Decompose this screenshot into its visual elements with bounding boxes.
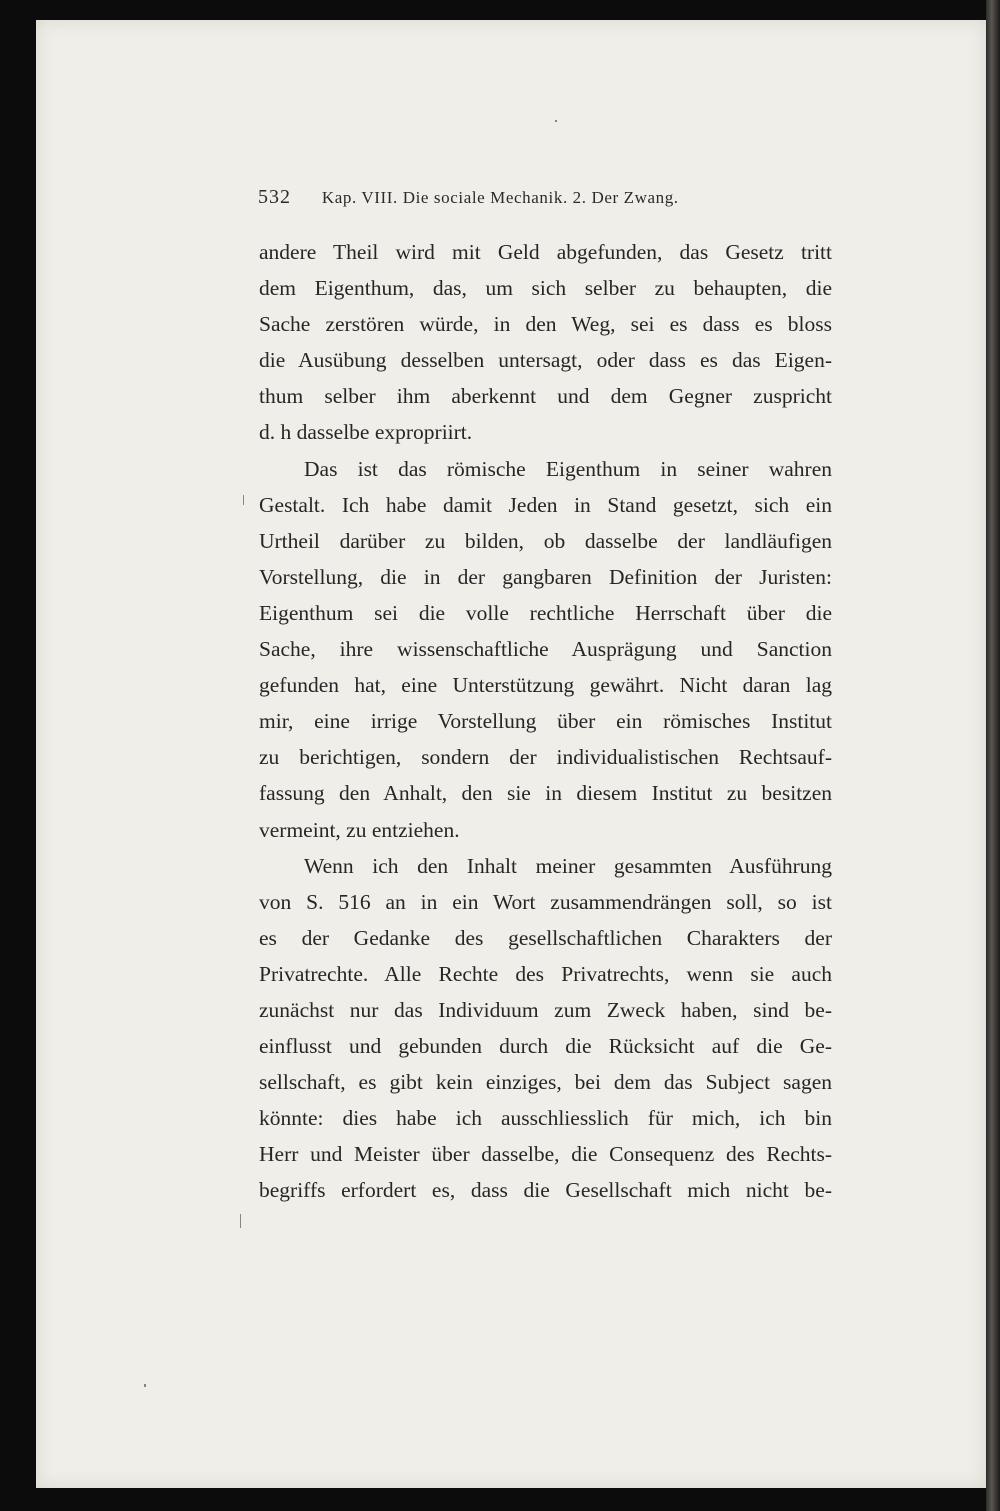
text-line: fassung den Anhalt, den sie in diesem Institut zu besitzen [259, 781, 832, 806]
text-line: Gestalt. Ich habe damit Jeden in Stand gesetzt, sich ein [259, 492, 832, 517]
running-title: Kap. VIII. Die sociale Mechanik. 2. Der Zwang. [321, 188, 679, 207]
text-line: Vorstellung, die in der gangbaren Definition der Juristen: [259, 564, 832, 589]
paragraph-2 [259, 451, 832, 848]
text-line: es der Gedanke des gesellschaftlichen Charakters der [259, 925, 832, 950]
scan-speck [240, 1214, 241, 1228]
text-line: Privatrechte. Alle Rechte des Privatrechts, wenn sie auch [259, 961, 832, 986]
scan-speck [144, 1384, 146, 1387]
text-line: gefunden hat, eine Unterstützung gewährt. Nicht daran lag [259, 673, 832, 698]
page-number: 532 [258, 186, 291, 208]
text-line: Sache, ihre wissenschaftliche Ausprägung und Sanction [259, 637, 832, 662]
text-line: begriffs erfordert es, dass die Gesellschaft mich nicht be- [259, 1178, 832, 1203]
scan-edge [986, 0, 1000, 1511]
scan-speck [555, 120, 557, 122]
text-line: dem Eigenthum, das, um sich selber zu behaupten, die [259, 276, 832, 301]
running-header [258, 186, 758, 209]
paragraph-3 [259, 848, 832, 1209]
text-line: Das ist das römische Eigenthum in seiner wahren [304, 456, 832, 481]
text-line: vermeint, zu entziehen. [259, 817, 460, 842]
text-line: Sache zerstören würde, in den Weg, sei es dass es bloss [259, 312, 832, 337]
paragraph-1 [259, 234, 832, 451]
text-line: sellschaft, es gibt kein einziges, bei dem das Subject sagen [259, 1070, 832, 1095]
text-line: Wenn ich den Inhalt meiner gesammten Ausführung [304, 853, 832, 878]
text-line: die Ausübung desselben untersagt, oder dass es das Eigen- [259, 348, 832, 373]
text-line: von S. 516 an in ein Wort zusammendrängen soll, so ist [259, 889, 832, 914]
text-line: d. h dasselbe expropriirt. [259, 420, 473, 445]
scan-speck [243, 495, 244, 505]
text-line: Urtheil darüber zu bilden, ob dasselbe der landläufigen [259, 528, 832, 553]
text-line: zu berichtigen, sondern der individualistischen Rechtsauf- [259, 745, 832, 770]
text-line: mir, eine irrige Vorstellung über ein römisches Institut [259, 709, 832, 734]
text-line: Eigenthum sei die volle rechtliche Herrschaft über die [259, 600, 832, 625]
text-line: zunächst nur das Individuum zum Zweck haben, sind be- [259, 997, 832, 1022]
body-text [259, 234, 832, 1209]
text-line: einflusst und gebunden durch die Rücksicht auf die Ge- [259, 1034, 832, 1059]
text-line: Herr und Meister über dasselbe, die Consequenz des Rechts- [259, 1142, 832, 1167]
text-line: könnte: dies habe ich ausschliesslich für mich, ich bin [259, 1106, 832, 1131]
text-line: andere Theil wird mit Geld abgefunden, das Gesetz tritt [259, 240, 832, 264]
text-line: thum selber ihm aberkennt und dem Gegner zuspricht [259, 384, 832, 409]
